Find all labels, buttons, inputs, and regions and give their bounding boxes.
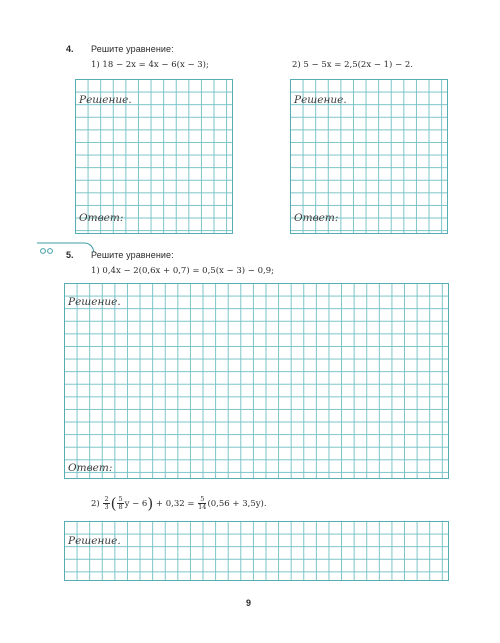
task-5-equation-1: 1) 0,4x − 2(0,6x + 0,7) = 0,5(x − 3) − 0,9; — [91, 266, 274, 276]
fraction-2-3: $\frac{2}{3}$ — [104, 495, 109, 511]
task-4-2-solution-label: Решение. — [294, 94, 347, 106]
task-4-number: 4. — [66, 44, 74, 54]
task-5-title: Решите уравнение: — [91, 250, 174, 260]
task-5-2-answer-grid[interactable] — [64, 521, 449, 581]
eq2-prefix: 2) — [91, 499, 100, 509]
task-5-number: 5. — [66, 250, 74, 260]
fraction-5-14: $\frac{5}{14}$ — [198, 495, 207, 511]
task-4-1-answer-label: Ответ: — [79, 212, 124, 224]
task-5-1-answer-grid[interactable] — [64, 283, 449, 479]
task-4-equation-2: 2) 5 − 5x = 2,5(2x − 1) − 2. — [292, 60, 414, 70]
eq2-tail: (0,56 + 3,5y). — [207, 499, 267, 509]
task-5-equation-2 — [91, 496, 267, 511]
task-4-equation-1: 1) 18 − 2x = 4x − 6(x − 3); — [91, 60, 209, 70]
fraction-5-8: $\frac{5}{8}$ — [118, 495, 123, 511]
task-5-2-solution-label: Решение. — [68, 535, 121, 547]
task-5-1-answer-label: Ответ: — [68, 462, 113, 474]
task-5-1-solution-label: Решение. — [68, 296, 121, 308]
task-4-1-solution-label: Решение. — [79, 94, 132, 106]
page-number: 9 — [246, 598, 252, 608]
close-paren-icon: ) — [147, 494, 154, 513]
eq2-middle: + 0,32 = — [155, 499, 195, 509]
eq2-inner: y − 6 — [124, 499, 148, 509]
task-4-title: Решите уравнение: — [91, 44, 174, 54]
task-4-2-answer-label: Ответ: — [294, 212, 339, 224]
open-paren-icon: ( — [110, 494, 117, 513]
